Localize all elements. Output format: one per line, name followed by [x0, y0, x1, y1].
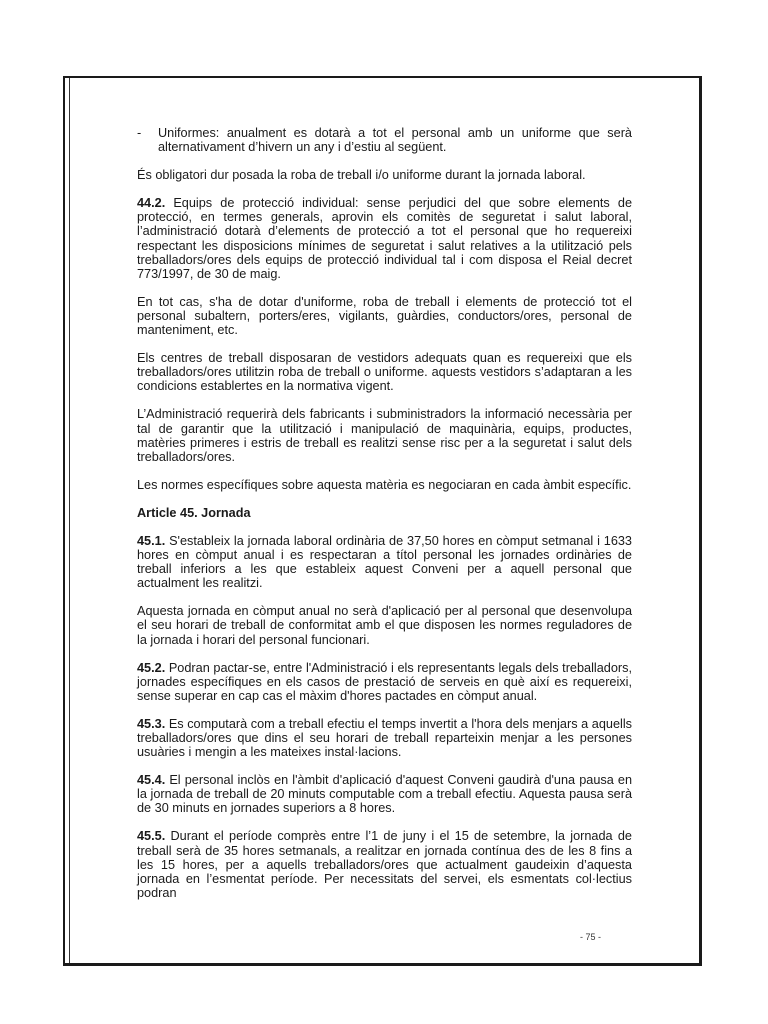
paragraph-text: S'estableix la jornada laboral ordinària de 37,50 hores en còmput setmanal i 1633 hores en còmput anual i es respectaran a títol personal les jornades ordinàries de treball inferiors a les que estableix aquest Conveni per a aquell personal que actualment les realitzi.	[137, 533, 632, 591]
bullet-marker: -	[137, 126, 142, 140]
section-number: 45.4.	[137, 773, 166, 788]
numbered-paragraph	[137, 196, 632, 281]
paragraph: Les normes específiques sobre aquesta matèria es negociaran en cada àmbit específic.	[137, 477, 632, 492]
paragraph-text: Es computarà com a treball efectiu el temps invertit a l'hora dels menjars a aquells treballadors/ores que dins el seu horari de treball reparteixin menjar a les persones usuàries i mengin a les mateixes instal·lacions.	[137, 716, 632, 760]
paragraph: Aquesta jornada en còmput anual no serà d'aplicació per al personal que desenvolupa el seu horari de treball de conformitat amb el que disposen les normes reguladores de la jornada i horari del personal funcionari.	[137, 604, 632, 647]
document-body	[137, 126, 632, 900]
numbered-paragraph	[137, 829, 632, 899]
numbered-paragraph	[137, 534, 632, 590]
section-number: 44.2.	[137, 196, 166, 211]
section-number: 45.5.	[137, 829, 166, 844]
section-number: 45.2.	[137, 660, 166, 675]
page-frame-inner-line	[69, 78, 70, 963]
section-number: 45.3.	[137, 716, 166, 731]
bullet-text: Uniformes: anualment es dotarà a tot el personal amb un uniforme que serà alternativament d’hivern un any i d’estiu al següent.	[158, 126, 632, 155]
paragraph-text: Podran pactar-se, entre l'Administració i els representants legals dels treballadors, jornades específiques en els casos de prestació de serveis en què així es requereixi, sense superar en cap cas el màxim d'hores pactades en còmput anual.	[137, 660, 632, 703]
paragraph-text: El personal inclòs en l'àmbit d'aplicació d'aquest Conveni gaudirà d'una pausa en la jornada de treball de 20 minuts computable com a treball efectiu. Aquesta pausa serà de 30 minuts en jornades superiors a 8 hores.	[137, 773, 632, 816]
paragraph: L’Administració requerirà dels fabricants i subministradors la informació necessària per tal de garantir que la utilització i manipulació de maquinària, equips, productes, matèries primeres i estris de treball es realitzi sense risc per a la seguretat i salut dels treballadors/ores.	[137, 407, 632, 464]
paragraph: És obligatori dur posada la roba de treball i/o uniforme durant la jornada laboral.	[137, 168, 586, 183]
numbered-paragraph	[137, 717, 632, 759]
numbered-paragraph	[137, 661, 632, 703]
paragraph: Els centres de treball disposaran de vestidors adequats quan es requereixi que els treballadors/ores utilitzin roba de treball o uniforme. aquests vestidors s’adaptaran a les condicions establertes en la normativa vigent.	[137, 351, 632, 394]
paragraph: En tot cas, s'ha de dotar d'uniforme, roba de treball i elements de protecció tot el personal subaltern, porters/eres, vigilants, guàrdies, conductors/ores, personal de manteniment, etc.	[137, 294, 632, 338]
article-heading: Article 45. Jornada	[137, 505, 251, 520]
bullet-item	[137, 126, 632, 154]
paragraph-text: Durant el període comprès entre l’1 de juny i el 15 de setembre, la jornada de treball serà de 35 hores setmanals, a realitzar en jornada contínua des de les 8 fins a les 15 hores, per a aquells treballadors/ores que actualment gaudeixin d’aquesta jornada en l’esmentat període. Per necessitats del servei, els esmentats col·lectius podran	[137, 829, 632, 900]
section-number: 45.1.	[137, 533, 166, 548]
paragraph-text: Equips de protecció individual: sense perjudici del que sobre elements de protecció, en termes generals, aprovin els comitès de seguretat i salut laboral, l’administració dotarà d’elements de protecció a tot el personal que ho requereixi respectant les disposicions mínimes de seguretat i salut relatives a la utilització pels treballadors/ores dels equips de protecció individual tal i com disposa el Reial decret 773/1997, de 30 de maig.	[137, 196, 632, 281]
numbered-paragraph	[137, 773, 632, 815]
page-number: - 75 -	[580, 932, 602, 942]
